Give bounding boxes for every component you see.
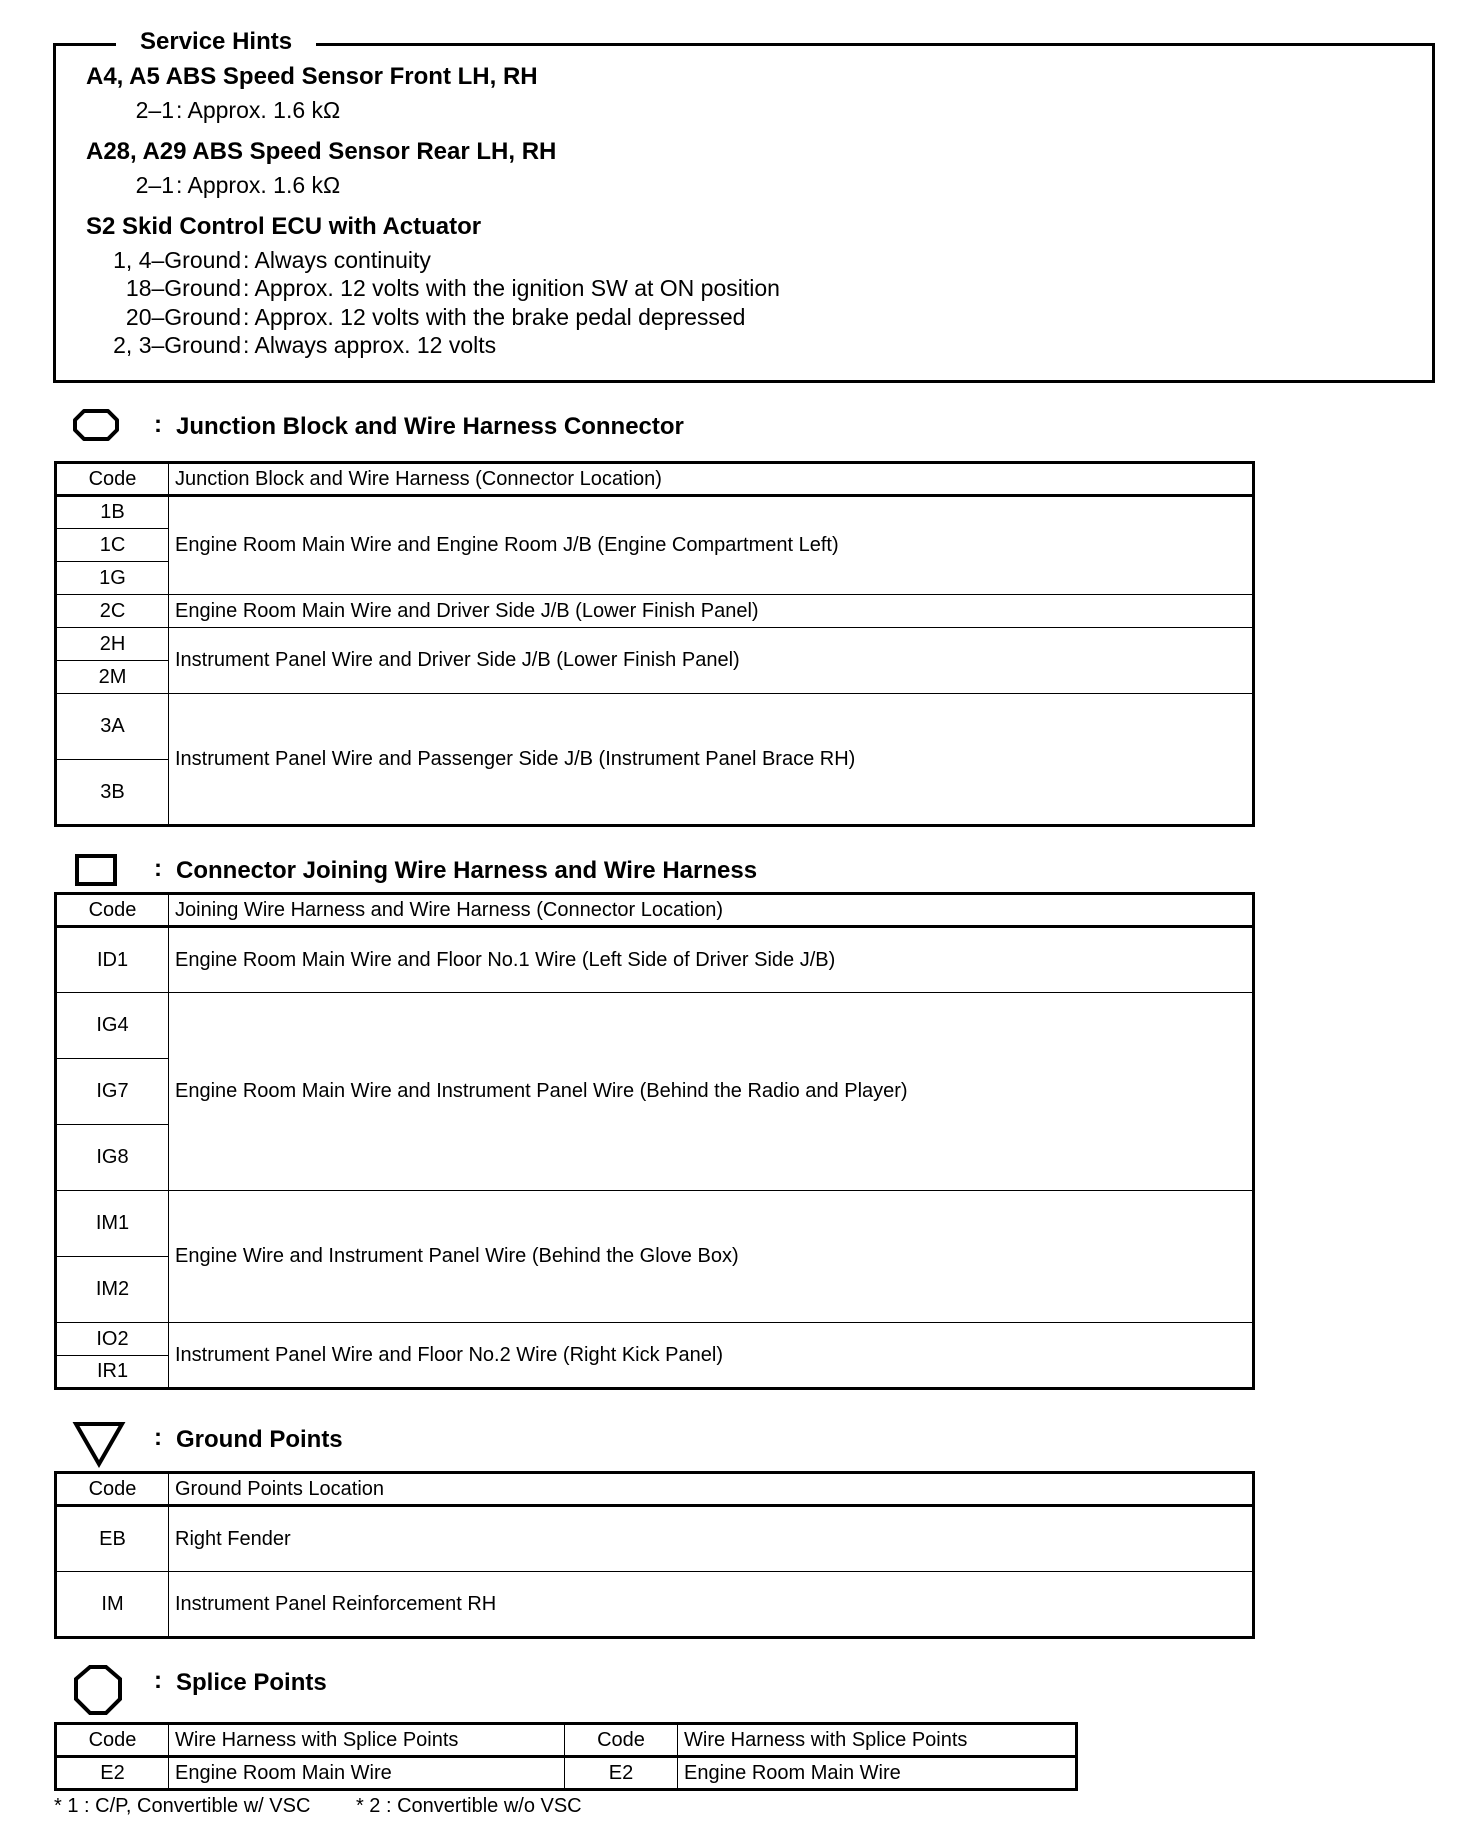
table-row bbox=[56, 496, 1254, 529]
col-header-desc: Junction Block and Wire Harness (Connector Location) bbox=[169, 463, 1254, 496]
desc-cell: Instrument Panel Wire and Driver Side J/B (Lower Finish Panel) bbox=[169, 628, 1254, 694]
service-hints-title: Service Hints bbox=[116, 26, 316, 58]
code-cell: IG8 bbox=[56, 1125, 169, 1191]
table-header-row bbox=[56, 463, 1254, 496]
table-row bbox=[56, 1757, 1077, 1790]
footnotes bbox=[54, 1795, 622, 1818]
code-cell: IG4 bbox=[56, 993, 169, 1059]
table-header-row bbox=[56, 1473, 1254, 1506]
legend-joining-label: Connector Joining Wire Harness and Wire Harness bbox=[176, 857, 758, 884]
hint-value: : Approx. 1.6 kΩ bbox=[176, 97, 341, 123]
footnote-1: * 1 : C/P, Convertible w/ VSC bbox=[54, 1795, 311, 1817]
table-row bbox=[56, 993, 1254, 1059]
table-row bbox=[56, 927, 1254, 993]
code-cell: E2 bbox=[56, 1757, 169, 1790]
hint-heading-skid-ecu: S2 Skid Control ECU with Actuator bbox=[86, 213, 482, 240]
table-row bbox=[56, 1191, 1254, 1257]
code-cell: 1C bbox=[56, 529, 169, 562]
table-row bbox=[56, 595, 1254, 628]
code-cell: 1B bbox=[56, 496, 169, 529]
col-header-code-2: Code bbox=[565, 1724, 678, 1757]
col-header-desc: Wire Harness with Splice Points bbox=[169, 1724, 565, 1757]
junction-table bbox=[54, 461, 1255, 827]
code-cell: IG7 bbox=[56, 1059, 169, 1125]
hint-key: 2–1 bbox=[135, 97, 174, 123]
code-cell: 2C bbox=[56, 595, 169, 628]
table-row bbox=[56, 694, 1254, 760]
col-header-desc-2: Wire Harness with Splice Points bbox=[678, 1724, 1077, 1757]
code-cell: IM1 bbox=[56, 1191, 169, 1257]
hint-value: : Approx. 1.6 kΩ bbox=[176, 172, 341, 198]
hint-key: 18–Ground bbox=[125, 275, 241, 301]
desc-cell: Engine Room Main Wire and Engine Room J/B (Engine Compartment Left) bbox=[169, 496, 1254, 595]
legend-colon: : bbox=[154, 411, 162, 438]
rounded-octagon-icon bbox=[72, 407, 120, 443]
code-cell: 2M bbox=[56, 661, 169, 694]
hint-key: 1, 4–Ground bbox=[113, 247, 241, 273]
desc-cell: Engine Wire and Instrument Panel Wire (Behind the Glove Box) bbox=[169, 1191, 1254, 1323]
code-cell: IM bbox=[56, 1572, 169, 1638]
col-header-code: Code bbox=[56, 894, 169, 927]
hint-heading-front-sensor: A4, A5 ABS Speed Sensor Front LH, RH bbox=[86, 63, 538, 90]
legend-junction-label: Junction Block and Wire Harness Connector bbox=[176, 413, 684, 440]
col-header-code: Code bbox=[56, 1473, 169, 1506]
joining-table bbox=[54, 892, 1255, 1390]
hint-value: : Always continuity bbox=[243, 247, 431, 273]
table-row bbox=[56, 628, 1254, 661]
legend-ground-label: Ground Points bbox=[176, 1426, 343, 1453]
table-header-row bbox=[56, 1724, 1077, 1757]
legend-colon: : bbox=[154, 855, 162, 882]
desc-cell: Engine Room Main Wire and Driver Side J/B (Lower Finish Panel) bbox=[169, 595, 1254, 628]
code-cell: IM2 bbox=[56, 1257, 169, 1323]
legend-colon: : bbox=[154, 1424, 162, 1451]
code-cell: ID1 bbox=[56, 927, 169, 993]
desc-cell: Engine Room Main Wire and Instrument Panel Wire (Behind the Radio and Player) bbox=[169, 993, 1254, 1191]
code-cell: 3B bbox=[56, 760, 169, 826]
col-header-desc: Ground Points Location bbox=[169, 1473, 1254, 1506]
hint-key: 20–Ground bbox=[125, 304, 241, 330]
hint-key: 2, 3–Ground bbox=[113, 332, 241, 358]
splice-table bbox=[54, 1722, 1078, 1791]
col-header-code: Code bbox=[56, 1724, 169, 1757]
table-row bbox=[56, 1572, 1254, 1638]
code-cell: 1G bbox=[56, 562, 169, 595]
col-header-code: Code bbox=[56, 463, 169, 496]
ground-triangle-icon bbox=[72, 1420, 128, 1468]
desc-cell: Engine Room Main Wire and Floor No.1 Wire (Left Side of Driver Side J/B) bbox=[169, 927, 1254, 993]
hint-value: : Approx. 12 volts with the ignition SW at ON position bbox=[243, 275, 780, 301]
code-cell: IR1 bbox=[56, 1356, 169, 1389]
code-cell: E2 bbox=[565, 1757, 678, 1790]
desc-cell: Engine Room Main Wire bbox=[169, 1757, 565, 1790]
code-cell: 2H bbox=[56, 628, 169, 661]
square-icon bbox=[72, 851, 120, 887]
hint-heading-rear-sensor: A28, A29 ABS Speed Sensor Rear LH, RH bbox=[86, 138, 557, 165]
code-cell: EB bbox=[56, 1506, 169, 1572]
footnote-2: * 2 : Convertible w/o VSC bbox=[355, 1795, 582, 1817]
desc-cell: Instrument Panel Wire and Floor No.2 Wire (Right Kick Panel) bbox=[169, 1323, 1254, 1389]
desc-cell: Instrument Panel Reinforcement RH bbox=[169, 1572, 1254, 1638]
ground-table bbox=[54, 1471, 1255, 1639]
table-header-row bbox=[56, 894, 1254, 927]
code-cell: IO2 bbox=[56, 1323, 169, 1356]
hint-key: 2–1 bbox=[135, 172, 174, 198]
legend-splice-label: Splice Points bbox=[176, 1669, 327, 1696]
octagon-icon bbox=[72, 1663, 128, 1719]
hint-value: : Always approx. 12 volts bbox=[243, 332, 497, 358]
desc-cell: Right Fender bbox=[169, 1506, 1254, 1572]
desc-cell: Engine Room Main Wire bbox=[678, 1757, 1077, 1790]
table-row bbox=[56, 1323, 1254, 1356]
table-row bbox=[56, 1506, 1254, 1572]
legend-colon: : bbox=[154, 1667, 162, 1694]
col-header-desc: Joining Wire Harness and Wire Harness (Connector Location) bbox=[169, 894, 1254, 927]
hint-value: : Approx. 12 volts with the brake pedal depressed bbox=[243, 304, 746, 330]
desc-cell: Instrument Panel Wire and Passenger Side J/B (Instrument Panel Brace RH) bbox=[169, 694, 1254, 826]
code-cell: 3A bbox=[56, 694, 169, 760]
